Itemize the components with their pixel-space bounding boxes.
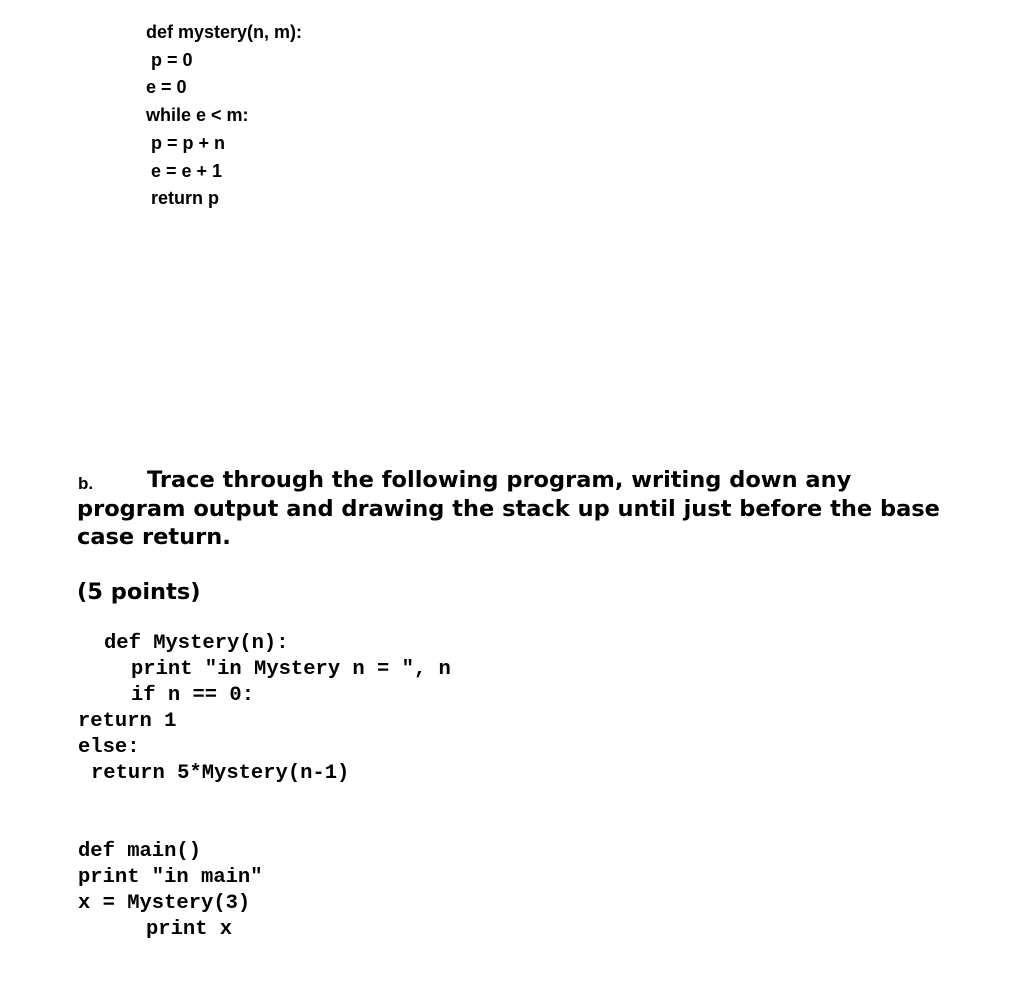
code-line: return 5*Mystery(n-1) — [91, 762, 350, 785]
code-line: p = 0 — [151, 50, 193, 70]
code-line: x = Mystery(3) — [78, 892, 251, 915]
code-line: e = e + 1 — [151, 161, 223, 181]
question-text-line: program output and drawing the stack up until just before the base — [77, 496, 940, 522]
code-line: def mystery(n, m): — [146, 22, 303, 42]
code-line: print "in main" — [78, 866, 263, 889]
code-line: p = p + n — [151, 133, 226, 153]
question-text-line: case return. — [77, 524, 231, 550]
code-line: print "in Mystery n = ", n — [131, 658, 451, 681]
code-line: def Mystery(n): — [104, 632, 289, 655]
code-line: else: — [78, 736, 140, 759]
code-line: return p — [151, 188, 220, 208]
code-line: return 1 — [78, 710, 177, 733]
question-text-line: Trace through the following program, writing down any — [147, 467, 852, 493]
question-label: b. — [78, 474, 94, 493]
code-line: print x — [146, 918, 233, 941]
code-line: e = 0 — [146, 77, 187, 97]
code-line: while e < m: — [146, 105, 249, 125]
points-label: (5 points) — [77, 579, 201, 605]
code-line: if n == 0: — [131, 684, 255, 707]
code-line: def main() — [78, 840, 202, 863]
